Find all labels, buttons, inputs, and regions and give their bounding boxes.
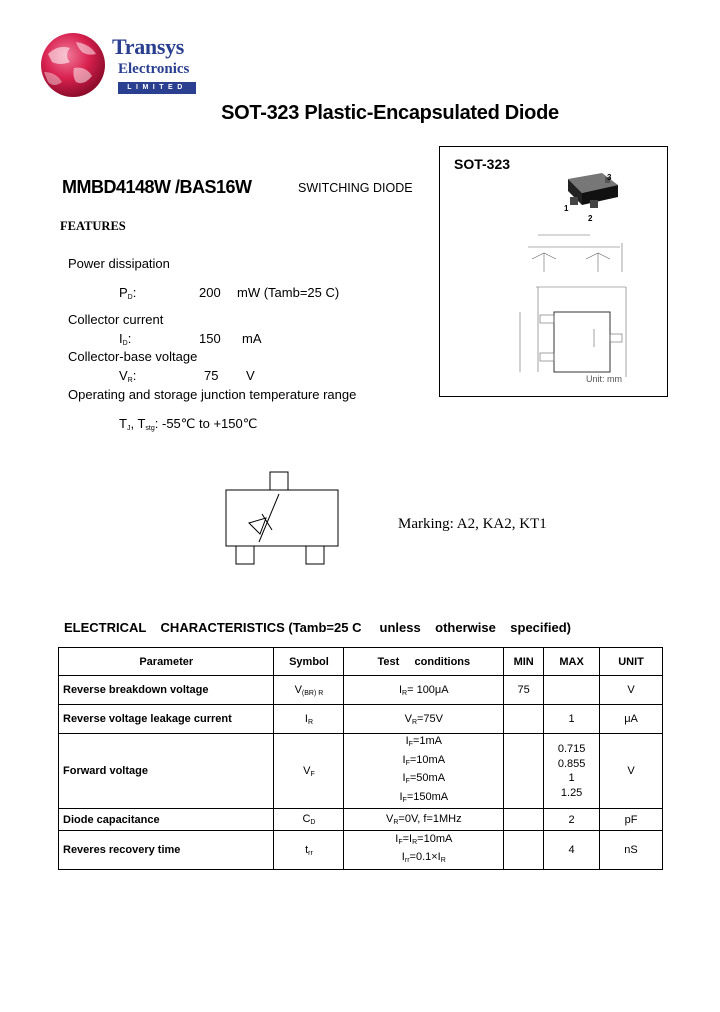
max-cell: 1 xyxy=(544,705,600,734)
diode-schematic xyxy=(222,470,342,566)
voltage-unit: V xyxy=(246,368,255,383)
current-unit: mA xyxy=(242,331,262,346)
min-cell xyxy=(504,734,544,809)
header-symbol: Symbol xyxy=(274,648,344,676)
electrical-characteristics-title: ELECTRICAL CHARACTERISTICS (Tamb=25 C unless otherwise specified) xyxy=(64,620,571,635)
table-row xyxy=(59,734,663,809)
param-cell: Forward voltage xyxy=(59,734,274,809)
max-cell: 2 xyxy=(544,809,600,831)
param-cell: Diode capacitance xyxy=(59,809,274,831)
symbol-cell: $V_F$ xyxy=(274,734,344,809)
test-cell: $V_R=75V$ xyxy=(344,705,504,734)
param-cell: Reverse voltage leakage current xyxy=(59,705,274,734)
power-unit: mW (Tamb=25 C) xyxy=(237,285,340,300)
test-cell: $I_F=I_R=10mA$ $I_{rr}=0.1\times I_R$ xyxy=(344,831,504,870)
header-min: MIN xyxy=(504,648,544,676)
test-cell: $I_R= 100\mu A$ xyxy=(344,676,504,705)
symbol-cell: $t_{rr}$ xyxy=(274,831,344,870)
company-name: Transys xyxy=(112,34,185,59)
pin-1-label: 1 xyxy=(564,204,569,213)
electrical-characteristics-table xyxy=(58,647,663,870)
test-cell: $I_F=1mA$ $I_F=10mA$ $I_F=50mA$ $I_F=150mA$ xyxy=(344,734,504,809)
test-cell: $V_R=0V$, f=1MHz xyxy=(344,809,504,831)
header-max: MAX xyxy=(544,648,600,676)
unit-cell: pF xyxy=(600,809,663,831)
company-limited-bar: LIMITED xyxy=(118,82,196,94)
table-row xyxy=(59,705,663,734)
table-row xyxy=(59,676,663,705)
header-unit: UNIT xyxy=(600,648,663,676)
voltage-label: Collector-base voltage xyxy=(68,349,198,364)
current-label: Collector current xyxy=(68,312,164,327)
marking-codes: Marking: A2, KA2, KT1 xyxy=(398,516,547,532)
voltage-value: 75 xyxy=(204,368,219,383)
company-logo-globe xyxy=(40,32,106,98)
part-description: SWITCHING DIODE xyxy=(298,181,413,195)
table-row xyxy=(59,831,663,870)
package-title: SOT-323 xyxy=(454,156,511,172)
table-header-row xyxy=(59,648,663,676)
min-cell xyxy=(504,809,544,831)
temperature-label: Operating and storage junction temperature range xyxy=(68,387,357,402)
pin-3-label: 3 xyxy=(607,173,612,182)
symbol-cell: $V_{(BR) R}$ xyxy=(274,676,344,705)
features-heading: FEATURES xyxy=(60,219,126,233)
power-value: 200 xyxy=(199,285,221,300)
document-title: SOT-323 Plastic-Encapsulated Diode xyxy=(221,102,559,124)
unit-cell: μA xyxy=(600,705,663,734)
symbol-cell: $C_D$ xyxy=(274,809,344,831)
max-cell: 0.715 0.855 1 1.25 xyxy=(544,734,600,809)
header-test-conditions: Test conditions xyxy=(344,648,504,676)
power-symbol: $P_D$: xyxy=(119,285,137,301)
symbol-cell: $I_R$ xyxy=(274,705,344,734)
temperature-spec: $T_J$, $T_{stg}$: -55℃ to +150℃ xyxy=(119,416,258,432)
voltage-symbol: $V_R$: xyxy=(119,368,137,384)
unit-cell: V xyxy=(600,734,663,809)
unit-cell: V xyxy=(600,676,663,705)
package-unit-label: Unit: mm xyxy=(586,374,622,384)
max-cell: 4 xyxy=(544,831,600,870)
header-parameter: Parameter xyxy=(59,648,274,676)
current-symbol: $I_D$: xyxy=(119,331,132,347)
unit-cell: nS xyxy=(600,831,663,870)
min-cell xyxy=(504,831,544,870)
table-row xyxy=(59,809,663,831)
param-cell: Reverse breakdown voltage xyxy=(59,676,274,705)
min-cell xyxy=(504,705,544,734)
param-cell: Reveres recovery time xyxy=(59,831,274,870)
current-value: 150 xyxy=(199,331,221,346)
min-cell: 75 xyxy=(504,676,544,705)
pin-2-label: 2 xyxy=(588,214,593,223)
company-subtitle: Electronics xyxy=(118,61,190,77)
package-drawing xyxy=(440,147,666,395)
max-cell xyxy=(544,676,600,705)
power-label: Power dissipation xyxy=(68,256,170,271)
part-numbers: MMBD4148W /BAS16W xyxy=(62,177,252,197)
